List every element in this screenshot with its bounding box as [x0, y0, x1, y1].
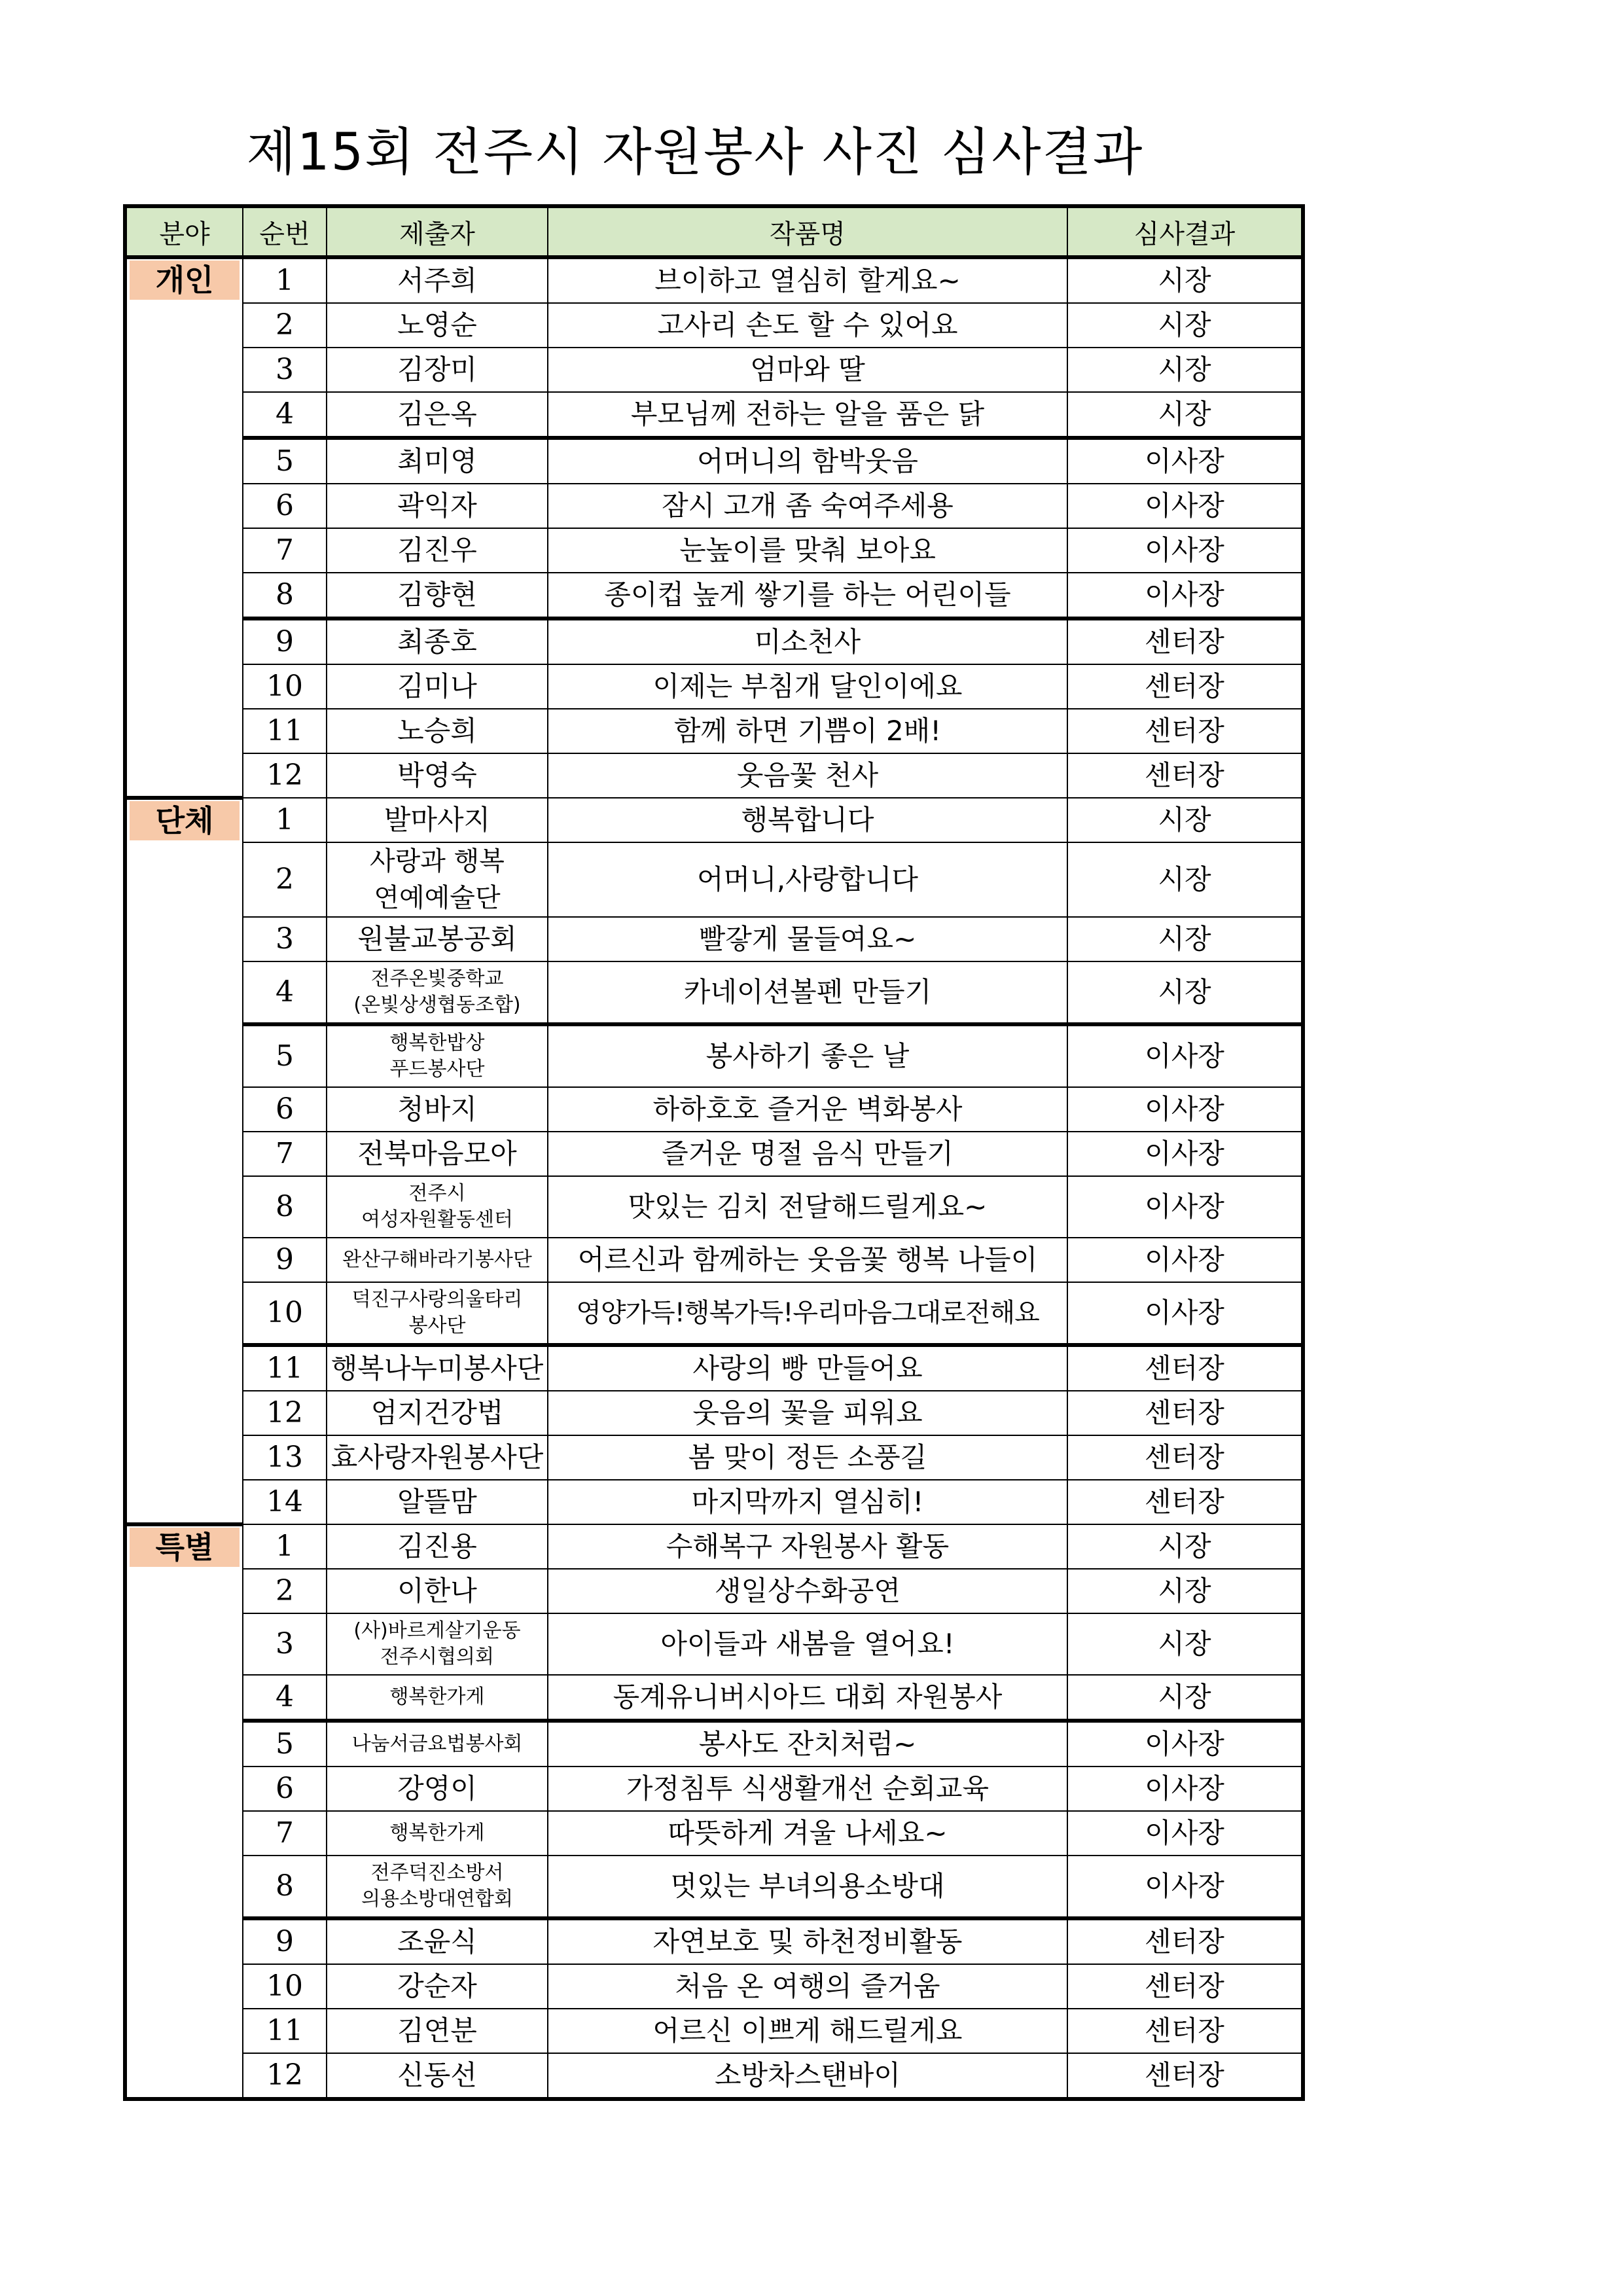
submitter-name: 행복한밥상	[389, 1031, 485, 1054]
table-row	[125, 1675, 1303, 1721]
submitter-name: 김진용	[397, 1530, 477, 1562]
row-number: 3	[243, 348, 327, 392]
submitter-cell	[327, 1238, 548, 1282]
result-cell: 센터장	[1067, 664, 1303, 709]
submitter-name: 봉사단	[408, 1314, 466, 1337]
table-row	[125, 1613, 1303, 1675]
table-row	[125, 573, 1303, 619]
submitter-name: 연예예술단	[374, 883, 501, 913]
row-number: 3	[243, 917, 327, 961]
table-row	[125, 1435, 1303, 1480]
header-submitter: 제출자	[327, 206, 548, 257]
submitter-name: 전주시협의회	[380, 1645, 494, 1668]
row-number: 2	[243, 842, 327, 917]
submitter-cell	[327, 1132, 548, 1176]
result-cell: 이사장	[1067, 1811, 1303, 1856]
submitter-cell	[327, 664, 548, 709]
work-title: 미소천사	[548, 619, 1067, 664]
submitter-cell	[327, 1435, 548, 1480]
category-label: 개인	[130, 260, 240, 300]
row-number: 6	[243, 1087, 327, 1132]
submitter-name: 김연분	[397, 2014, 477, 2047]
submitter-cell	[327, 1767, 548, 1811]
submitter-cell	[327, 1811, 548, 1856]
row-number: 7	[243, 528, 327, 573]
work-title: 부모님께 전하는 알을 품은 닭	[548, 392, 1067, 438]
category-cell	[125, 257, 243, 798]
work-title: 어르신과 함께하는 웃음꽃 행복 나들이	[548, 1238, 1067, 1282]
submitter-name: 전주시	[408, 1181, 466, 1205]
row-number: 5	[243, 1024, 327, 1087]
result-cell: 이사장	[1067, 438, 1303, 484]
submitter-name: 김진우	[397, 533, 477, 566]
submitter-cell	[327, 753, 548, 798]
work-title: 이제는 부침개 달인이에요	[548, 664, 1067, 709]
result-cell: 센터장	[1067, 1918, 1303, 1964]
row-number: 2	[243, 1569, 327, 1613]
row-number: 9	[243, 1238, 327, 1282]
submitter-cell	[327, 1964, 548, 2009]
row-number: 6	[243, 484, 327, 528]
submitter-cell	[327, 2053, 548, 2099]
table-row	[125, 1282, 1303, 1345]
page-title: 제15회 전주시 자원봉사 사진 심사결과	[246, 123, 1144, 182]
work-title: 동계유니버시아드 대회 자원봉사	[548, 1675, 1067, 1721]
row-number: 7	[243, 1811, 327, 1856]
result-cell: 이사장	[1067, 1767, 1303, 1811]
submitter-cell	[327, 528, 548, 573]
submitter-name: 곽익자	[397, 489, 477, 522]
table-row	[125, 1767, 1303, 1811]
result-cell: 시장	[1067, 1613, 1303, 1675]
submitter-name: 원불교봉공회	[357, 922, 517, 955]
submitter-name: (사)바르게살기운동	[353, 1619, 521, 1642]
submitter-name: 서주희	[397, 264, 477, 296]
result-cell: 이사장	[1067, 1238, 1303, 1282]
table-row	[125, 664, 1303, 709]
category-cell	[125, 1524, 243, 2099]
table-row	[125, 438, 1303, 484]
submitter-name: (온빛상생협동조합)	[353, 994, 521, 1016]
submitter-name: 노승희	[397, 714, 477, 747]
submitter-name: 노영순	[397, 308, 477, 341]
table-row	[125, 257, 1303, 303]
submitter-cell	[327, 1391, 548, 1435]
submitter-name: 조윤식	[397, 1925, 477, 1958]
submitter-name: 김장미	[397, 353, 477, 386]
work-title: 봄 맞이 정든 소풍길	[548, 1435, 1067, 1480]
table-row	[125, 1856, 1303, 1918]
submitter-name: 최종호	[397, 625, 477, 658]
submitter-name: 여성자원활동센터	[361, 1208, 513, 1231]
result-cell: 시장	[1067, 1524, 1303, 1569]
submitter-name: 이한나	[397, 1574, 477, 1607]
work-title: 생일상수화공연	[548, 1569, 1067, 1613]
table-row	[125, 1964, 1303, 2009]
submitter-cell	[327, 1569, 548, 1613]
result-cell: 이사장	[1067, 1176, 1303, 1238]
work-title: 종이컵 높게 쌓기를 하는 어린이들	[548, 573, 1067, 619]
work-title: 소방차스탠바이	[548, 2053, 1067, 2099]
row-number: 3	[243, 1613, 327, 1675]
submitter-cell	[327, 303, 548, 348]
table-row	[125, 753, 1303, 798]
submitter-cell	[327, 1524, 548, 1569]
header-result: 심사결과	[1067, 206, 1303, 257]
table-row	[125, 1345, 1303, 1391]
submitter-name: 청바지	[397, 1092, 477, 1125]
row-number: 12	[243, 753, 327, 798]
work-title: 눈높이를 맞춰 보아요	[548, 528, 1067, 573]
row-number: 8	[243, 1856, 327, 1918]
table-row	[125, 798, 1303, 842]
result-cell: 이사장	[1067, 484, 1303, 528]
submitter-cell	[327, 1024, 548, 1087]
submitter-name: 전북마음모아	[357, 1137, 517, 1170]
submitter-cell	[327, 438, 548, 484]
table-header	[125, 206, 1303, 257]
row-number: 1	[243, 798, 327, 842]
row-number: 2	[243, 303, 327, 348]
submitter-name: 강순자	[397, 1969, 477, 2002]
table-row	[125, 1391, 1303, 1435]
header-category: 분야	[125, 206, 243, 257]
submitter-name: 김향현	[397, 578, 477, 611]
result-cell: 시장	[1067, 392, 1303, 438]
table-row	[125, 1238, 1303, 1282]
table-row	[125, 392, 1303, 438]
row-number: 5	[243, 438, 327, 484]
work-title: 브이하고 열심히 할게요~	[548, 257, 1067, 303]
header-no: 순번	[243, 206, 327, 257]
table-row	[125, 619, 1303, 664]
result-cell: 이사장	[1067, 573, 1303, 619]
submitter-name: 김미나	[397, 670, 477, 702]
work-title: 봉사도 잔치처럼~	[548, 1721, 1067, 1767]
submitter-name: 전주온빛중학교	[370, 967, 504, 990]
table-row	[125, 1569, 1303, 1613]
submitter-name: 강영이	[397, 1772, 477, 1804]
row-number: 10	[243, 1964, 327, 2009]
work-title: 어머니의 함박웃음	[548, 438, 1067, 484]
submitter-cell	[327, 257, 548, 303]
result-cell: 이사장	[1067, 1721, 1303, 1767]
table-row	[125, 1132, 1303, 1176]
category-label: 단체	[130, 801, 240, 840]
work-title: 잠시 고개 좀 숙여주세용	[548, 484, 1067, 528]
table-row	[125, 1024, 1303, 1087]
work-title: 즐거운 명절 음식 만들기	[548, 1132, 1067, 1176]
work-title: 마지막까지 열심히!	[548, 1480, 1067, 1524]
work-title: 카네이션볼펜 만들기	[548, 961, 1067, 1024]
category-cell	[125, 798, 243, 1524]
result-cell: 시장	[1067, 798, 1303, 842]
row-number: 5	[243, 1721, 327, 1767]
table-row	[125, 842, 1303, 917]
work-title: 봉사하기 좋은 날	[548, 1024, 1067, 1087]
submitter-cell	[327, 961, 548, 1024]
work-title: 따뜻하게 겨울 나세요~	[548, 1811, 1067, 1856]
row-number: 13	[243, 1435, 327, 1480]
submitter-name: 행복한가게	[389, 1821, 485, 1844]
submitter-cell	[327, 484, 548, 528]
row-number: 10	[243, 1282, 327, 1345]
work-title: 영양가득!행복가득!우리마음그대로전해요	[548, 1282, 1067, 1345]
table-row	[125, 303, 1303, 348]
work-title: 수해복구 자원봉사 활동	[548, 1524, 1067, 1569]
result-cell: 이사장	[1067, 1856, 1303, 1918]
result-cell: 센터장	[1067, 1391, 1303, 1435]
result-cell: 시장	[1067, 257, 1303, 303]
row-number: 1	[243, 257, 327, 303]
submitter-cell	[327, 1282, 548, 1345]
work-title: 하하호호 즐거운 벽화봉사	[548, 1087, 1067, 1132]
submitter-name: 완산구해바라기봉사단	[342, 1247, 532, 1271]
table-row	[125, 1087, 1303, 1132]
submitter-name: 행복나누미봉사단	[330, 1352, 544, 1384]
submitter-cell	[327, 917, 548, 961]
result-cell: 센터장	[1067, 1435, 1303, 1480]
table-row	[125, 2009, 1303, 2053]
work-title: 맛있는 김치 전달해드릴게요~	[548, 1176, 1067, 1238]
table-row	[125, 1721, 1303, 1767]
work-title: 웃음의 꽃을 피워요	[548, 1391, 1067, 1435]
result-cell: 시장	[1067, 961, 1303, 1024]
row-number: 11	[243, 709, 327, 753]
row-number: 4	[243, 961, 327, 1024]
result-cell: 이사장	[1067, 1087, 1303, 1132]
result-cell: 센터장	[1067, 2009, 1303, 2053]
submitter-name: 엄지건강법	[370, 1396, 504, 1429]
submitter-cell	[327, 1176, 548, 1238]
submitter-cell	[327, 573, 548, 619]
header-work: 작품명	[548, 206, 1067, 257]
result-cell: 센터장	[1067, 619, 1303, 664]
submitter-cell	[327, 1613, 548, 1675]
submitter-cell	[327, 842, 548, 917]
submitter-name: 나눔서금요법봉사회	[351, 1732, 523, 1755]
row-number: 11	[243, 1345, 327, 1391]
work-title: 처음 온 여행의 즐거움	[548, 1964, 1067, 2009]
row-number: 4	[243, 392, 327, 438]
table-body	[125, 257, 1303, 2099]
submitter-name: 박영숙	[397, 759, 477, 791]
row-number: 11	[243, 2009, 327, 2053]
row-number: 9	[243, 1918, 327, 1964]
result-cell: 이사장	[1067, 1024, 1303, 1087]
submitter-cell	[327, 619, 548, 664]
table-row	[125, 2053, 1303, 2099]
submitter-name: 김은옥	[397, 397, 477, 430]
row-number: 14	[243, 1480, 327, 1524]
result-cell: 이사장	[1067, 528, 1303, 573]
result-cell: 시장	[1067, 1569, 1303, 1613]
row-number: 1	[243, 1524, 327, 1569]
result-cell: 센터장	[1067, 1964, 1303, 2009]
work-title: 함께 하면 기쁨이 2배!	[548, 709, 1067, 753]
row-number: 4	[243, 1675, 327, 1721]
table-row	[125, 1918, 1303, 1964]
row-number: 9	[243, 619, 327, 664]
submitter-name: 전주덕진소방서	[370, 1861, 504, 1884]
result-cell: 이사장	[1067, 1132, 1303, 1176]
table-row	[125, 709, 1303, 753]
submitter-name: 행복한가게	[389, 1685, 485, 1708]
submitter-cell	[327, 1345, 548, 1391]
work-title: 자연보호 및 하천정비활동	[548, 1918, 1067, 1964]
submitter-name: 의용소방대연합회	[361, 1888, 513, 1910]
table-row	[125, 1480, 1303, 1524]
result-cell: 이사장	[1067, 1282, 1303, 1345]
submitter-cell	[327, 1480, 548, 1524]
table-row	[125, 1176, 1303, 1238]
work-title: 아이들과 새봄을 열어요!	[548, 1613, 1067, 1675]
submitter-cell	[327, 798, 548, 842]
result-cell: 시장	[1067, 917, 1303, 961]
submitter-name: 알뜰맘	[397, 1485, 477, 1518]
submitter-cell	[327, 348, 548, 392]
work-title: 행복합니다	[548, 798, 1067, 842]
submitter-cell	[327, 709, 548, 753]
submitter-cell	[327, 1087, 548, 1132]
table-row	[125, 1811, 1303, 1856]
row-number: 7	[243, 1132, 327, 1176]
work-title: 엄마와 딸	[548, 348, 1067, 392]
submitter-cell	[327, 1918, 548, 1964]
table-row	[125, 528, 1303, 573]
work-title: 빨갛게 물들여요~	[548, 917, 1067, 961]
row-number: 12	[243, 2053, 327, 2099]
row-number: 8	[243, 1176, 327, 1238]
results-table	[123, 204, 1305, 2101]
row-number: 6	[243, 1767, 327, 1811]
work-title: 사랑의 빵 만들어요	[548, 1345, 1067, 1391]
result-cell: 센터장	[1067, 709, 1303, 753]
submitter-name: 최미영	[397, 444, 477, 477]
submitter-name: 덕진구사랑의울타리	[351, 1287, 523, 1311]
submitter-cell	[327, 1675, 548, 1721]
submitter-name: 사랑과 행복	[370, 846, 505, 876]
result-cell: 센터장	[1067, 1480, 1303, 1524]
row-number: 10	[243, 664, 327, 709]
result-cell: 센터장	[1067, 1345, 1303, 1391]
work-title: 고사리 손도 할 수 있어요	[548, 303, 1067, 348]
work-title: 웃음꽃 천사	[548, 753, 1067, 798]
result-cell: 센터장	[1067, 2053, 1303, 2099]
category-label: 특별	[130, 1528, 240, 1567]
table-row	[125, 348, 1303, 392]
table-row	[125, 1524, 1303, 1569]
result-cell: 센터장	[1067, 753, 1303, 798]
submitter-cell	[327, 1856, 548, 1918]
table-row	[125, 917, 1303, 961]
work-title: 가정침투 식생활개선 순회교육	[548, 1767, 1067, 1811]
work-title: 멋있는 부녀의용소방대	[548, 1856, 1067, 1918]
row-number: 12	[243, 1391, 327, 1435]
submitter-name: 신동선	[397, 2058, 477, 2091]
table-row	[125, 961, 1303, 1024]
result-cell: 시장	[1067, 1675, 1303, 1721]
work-title: 어머니,사랑합니다	[548, 842, 1067, 917]
submitter-name: 효사랑자원봉사단	[330, 1441, 544, 1473]
result-cell: 시장	[1067, 842, 1303, 917]
submitter-cell	[327, 392, 548, 438]
submitter-cell	[327, 1721, 548, 1767]
submitter-name: 발마사지	[383, 803, 491, 836]
submitter-cell	[327, 2009, 548, 2053]
result-cell: 시장	[1067, 348, 1303, 392]
header-row	[125, 206, 1303, 257]
row-number: 8	[243, 573, 327, 619]
table-row	[125, 484, 1303, 528]
work-title: 어르신 이쁘게 해드릴게요	[548, 2009, 1067, 2053]
result-cell: 시장	[1067, 303, 1303, 348]
submitter-name: 푸드봉사단	[389, 1058, 485, 1081]
